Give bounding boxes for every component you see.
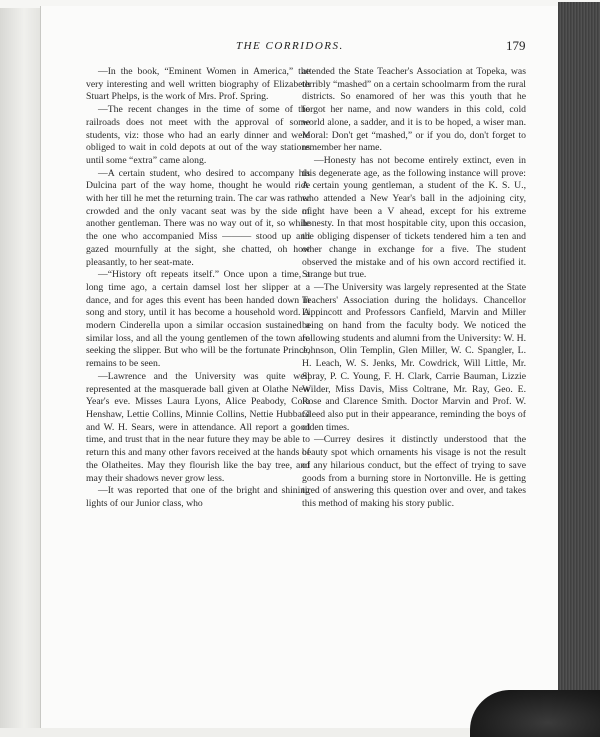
paragraph-cinderella: —“History oft repeats itself.” Once upon a time, a long time ago, a certain damsel lost her slipper at a dance, and for ages this event has been handed down in song and story, until it has become a household word. A modern Cinderella upon a similar occasion sustained a similar loss, and all the young gentlemen of the town are seeking the slipper. But who will be the fortunate Prince, remains to be seen. xyxy=(86,269,310,370)
holding-hand xyxy=(470,690,600,737)
paragraph-masquerade-ball: —Lawrence and the University was quite well represented at the masquerade ball given at Olathe New Year's eve. Misses Laura Lyons, Alice Peabody, Cora Henshaw, Lettie Collins, Minnie Collins, Nettie Hubbard and W. H. Sears, were in attendance. All report a good time, and trust that in the near future they may be able to return this and many other favors received at the hands of the Olatheites. May they flourish like the bay tree, and may their shadows never grow less. xyxy=(86,370,310,484)
facing-page-edge xyxy=(0,8,41,728)
paragraph-mashed: attended the State Teacher's Association at Topeka, was terribly “mashed” on a certain schoolmarm from the rural districts. So enamored of her was this youth that he forgot her name, and now wanders in this cold, cold world alone, a sadder, and it is to be hoped, a wiser man. Moral: Don't get “mashed,” or if you do, don't forget to remember her name. xyxy=(302,66,526,154)
paragraph-junior-class: —It was reported that one of the bright and shining lights of our Junior class, who xyxy=(86,485,310,509)
page-stack-edge xyxy=(558,2,600,737)
paragraph-eminent-women: —In the book, “Eminent Women in America,” the very interesting and well written biography of Elizabeth Stuart Phelps, is the work of Mrs. Prof. Spring. xyxy=(86,66,310,103)
left-column xyxy=(86,66,310,511)
paragraph-honesty: —Honesty has not become entirely extinct, even in this degenerate age, as the following instance will prove: A certain young gentleman, a student of the K. S. U., who attended a New Year's ball in the adjoining city, might have been a V ahead, except for his extreme honesty. In that most hospitable city, upon this occasion, the obliging dispenser of tickets tendered him a ten and other change in exchange for a five. The student observed the mistake and of his own accord rectified it. Strange but true. xyxy=(302,154,526,281)
right-column xyxy=(302,66,526,511)
paragraph-dulcina: —A certain student, who desired to accompany his Dulcina part of the way home, thought he would ride with her till he met the returning train. The car was rather crowded and the only vacant seat was by the side of another gentleman. There was no way out of it, so while the one who accompanied Miss ——— stood up and gazed mournfully at the sight, she chatted, oh how pleasantly, to her seat-mate. xyxy=(86,167,310,268)
page-number: 179 xyxy=(506,38,526,53)
paragraph-currey: —Currey desires it distinctly understood that the beauty spot which ornaments his visage is not the result of any hilarious conduct, but the effect of trying to save goods from a burning store in Nortonville. He is getting tired of answering this question over and over, and takes this method of making his story public. xyxy=(302,434,526,509)
paragraph-teachers-association: —The University was largely represented at the State Teachers' Association during the holidays. Chancellor Lippincott and Professors Canfield, Marvin and Miller being on hand from the faculty body. We noticed the following students and alumni from the University: W. H. Johnson, Olin Templin, Glen Miller, W. C. Spangler, L. H. Leach, W. S. Jenks, Mr. Cowdrick, Will Little, Mr. Spray, P. C. Young, F. H. Clark, Carrie Bauman, Lizzie Wilder, Miss Davis, Miss Coltrane, Mr. Ray, Geo. E. Rose and Clarence Smith. Doctor Marvin and Prof. W. Gleed also put in their appearance, reminding the boys of olden times. xyxy=(302,281,526,433)
running-head: THE CORRIDORS. xyxy=(236,40,344,52)
paragraph-railroad-changes: —The recent changes in the time of some of the railroads does not meet with the approval of some students, viz: those who had an early dinner and were obliged to wait in cold depots at out of the way stations until some “extra” came along. xyxy=(86,104,310,166)
